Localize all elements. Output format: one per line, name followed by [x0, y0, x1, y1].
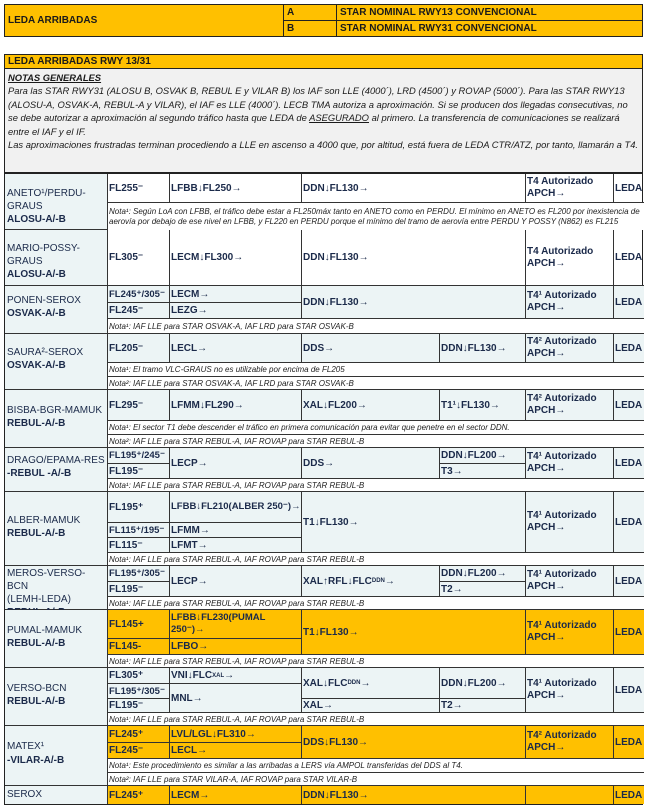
verso-fl2: FL195⁺/305⁻ — [107, 683, 169, 698]
notes-paragraph-2: Las aproximaciones frustradas terminan procediendo a LLE en ascenso a 4000 que, por altitud, está fuera de LEDA CTR/ATZ, por tanto, llamarán a T4. — [8, 139, 639, 151]
saura-t4: T4² Autorizado APCH→ — [525, 334, 613, 362]
matex-leda: LEDA — [613, 726, 644, 758]
header-desc-b: STAR NOMINAL RWY31 CONVENCIONAL — [337, 21, 643, 37]
pumal-fl2: FL145- — [107, 638, 169, 654]
verso-fl3: FL195⁻ — [107, 698, 169, 712]
saura-note-1: Nota¹: El tramo VLC-GRAUS no es utilizable por encima de FL205 — [107, 362, 644, 376]
alber-leda: LEDA — [613, 492, 644, 552]
mario-leda: LEDA — [613, 230, 644, 286]
meros-leda: LEDA — [613, 566, 644, 596]
route-meros: MEROS-VERSO-BCN (LEMH-LEDA) — [5, 566, 107, 610]
alber-t1: T1↓FL130→ — [301, 492, 525, 552]
alber-t4: T4¹ Autorizado APCH→ — [525, 492, 613, 552]
saura-fl: FL205⁻ — [107, 334, 169, 362]
alber-fl2: FL115⁺/195⁻ — [107, 522, 169, 537]
matex-t4: T4² Autorizado APCH→ — [525, 726, 613, 758]
ponen-sector-a: LECM→ — [169, 286, 301, 302]
matex-sector-b: LECL→ — [169, 742, 301, 758]
routes-table — [4, 173, 643, 805]
meros-fl1: FL195⁺/305⁻ — [107, 566, 169, 581]
header-table — [4, 4, 643, 37]
serox-fl: FL245⁺ — [107, 786, 169, 804]
route-mario: MARIO-POSSY-GRAUS ALOSU-A/-B — [5, 230, 107, 286]
matex-note-1: Nota¹: Este procedimiento es similar a las arribadas a LERS vía AMPOL transferidas del DDS al T4. — [107, 758, 644, 772]
alber-sector-b: LFMM→ — [169, 522, 301, 537]
route-alber: ALBER-MAMUK REBUL-A/-B — [5, 492, 107, 566]
alber-note: Nota¹: IAF LLE para STAR REBUL-A, IAF ROVAP para STAR REBUL-B — [107, 552, 644, 566]
bisba-note-2: Nota²: IAF LLE para STAR REBUL-A, IAF ROVAP para STAR REBUL-B — [107, 434, 644, 448]
route-serox: SEROX — [5, 786, 107, 804]
verso-t2: T2→ — [439, 698, 525, 712]
aneto-sector: LFBB↓FL250→ — [171, 182, 242, 194]
ponen-sector-b: LEZG→ — [169, 302, 301, 318]
header-code-a: A — [284, 5, 337, 21]
bisba-xal: XAL↓FL200→ — [301, 390, 439, 420]
meros-t2: T2→ — [439, 581, 525, 596]
pumal-sector-b: LFBO→ — [169, 638, 301, 654]
verso-xal-b: XAL→ — [301, 698, 439, 712]
bisba-t4: T4² Autorizado APCH→ — [525, 390, 613, 420]
pumal-note: Nota¹: IAF LLE para STAR REBUL-A, IAF ROVAP para STAR REBUL-B — [107, 654, 644, 668]
saura-ddn: DDN↓FL130→ — [439, 334, 525, 362]
drago-note: Nota¹: IAF LLE para STAR REBUL-A, IAF ROVAP para STAR REBUL-B — [107, 478, 644, 492]
aneto-t4: T4 Autorizado APCH→ — [527, 176, 594, 199]
matex-fl2: FL245⁻ — [107, 742, 169, 758]
pumal-t1: T1↓FL130→ — [301, 610, 525, 654]
verso-note: Nota¹: IAF LLE para STAR REBUL-A, IAF ROVAP para STAR REBUL-B — [107, 712, 644, 726]
matex-fl1: FL245⁺ — [107, 726, 169, 742]
meros-t4: T4¹ Autorizado APCH→ — [525, 566, 613, 596]
matex-dds: DDS↓FL130→ — [301, 726, 525, 758]
ponen-t4: T4¹ Autorizado APCH→ — [525, 286, 613, 318]
drago-sector: LECP→ — [169, 448, 301, 478]
meros-xal: XAL↑RFL↓FLC DDN → — [301, 566, 439, 596]
route-verso: VERSO-BCN REBUL-A/-B — [5, 668, 107, 726]
verso-ddn: DDN↓FL200→ — [439, 668, 525, 698]
meros-ddn: DDN↓FL200→ — [439, 566, 525, 581]
notes-paragraph-1: Para las STAR RWY31 (ALOSU B, OSVAK B, REBUL E y VILAR B) los IAF son LLE (4000´), LRD (4500´) y ROVAP (5000´). Para las STAR RWY13 (ALOSU-A, OSVAK-A, REBUL-A y VILAR), el IAF es LLE (4000´). LECB TMA autoriza a aproximación. Si se producen dos llegadas consecutivas, no se debe autorizar a aproximación al segundo tráfico hasta que LEDA de ASEGURADO al primero. La transferencia de comunicaciones se realizará entre el IAF y el IF. — [8, 85, 628, 137]
drago-fl1: FL195⁺/245⁻ — [107, 448, 169, 463]
route-matex: MATEX¹ -VILAR-A/-B — [5, 726, 107, 786]
saura-note-2: Nota²: IAF LLE para STAR OSVAK-A, IAF LRD para STAR OSVAK-B — [107, 376, 644, 390]
saura-dds: DDS→ — [301, 334, 439, 362]
meros-sector: LECP→ — [169, 566, 301, 596]
meros-note: Nota¹: IAF LLE para STAR REBUL-A, IAF ROVAP para STAR REBUL-B — [107, 596, 644, 610]
header-title: LEDA ARRIBADAS — [5, 5, 284, 37]
verso-fl1: FL305⁺ — [107, 668, 169, 683]
route-saura: SAURA²-SEROX OSVAK-A/-B — [5, 334, 107, 390]
drago-ddn: DDN↓FL200→ — [439, 448, 525, 463]
header-desc-a: STAR NOMINAL RWY13 CONVENCIONAL — [337, 5, 643, 21]
drago-fl2: FL195⁻ — [107, 463, 169, 478]
verso-sector-a: VNI↓FLC XAL → — [169, 668, 301, 683]
saura-leda: LEDA — [613, 334, 644, 362]
aneto-leda: LEDA — [615, 182, 643, 194]
meros-fl2: FL195⁻ — [107, 581, 169, 596]
serox-ddn: DDN↓FL130→ — [301, 786, 525, 804]
verso-sector-b: MNL→ — [169, 683, 301, 712]
aneto-fl: FL255⁻ — [109, 182, 144, 194]
alber-sector-a: LFBB↓FL210(ALBER 250⁻)→ — [169, 492, 301, 522]
mario-sector: LECM↓FL300→ — [169, 230, 301, 286]
bisba-sector: LFMM↓FL290→ — [169, 390, 301, 420]
alber-fl3: FL115⁻ — [107, 537, 169, 552]
ponen-note: Nota¹: IAF LLE para STAR OSVAK-A, IAF LRD para STAR OSVAK-B — [107, 318, 644, 334]
serox-leda: LEDA — [613, 786, 644, 804]
alber-fl1: FL195⁺ — [107, 492, 169, 522]
matex-note-2: Nota²: IAF LLE para STAR VILAR-A, IAF ROVAP para STAR VILAR-B — [107, 772, 644, 786]
aneto-ddn: DDN↓FL130→ — [303, 182, 369, 194]
ponen-fl1: FL245⁺/305⁻ — [107, 286, 169, 302]
drago-leda: LEDA — [613, 448, 644, 478]
mario-fl: FL305⁻ — [107, 230, 169, 286]
route-bisba: BISBA-BGR-MAMUK REBUL-A/-B — [5, 390, 107, 448]
serox-t4 — [525, 786, 613, 804]
bisba-t1: T1¹↓FL130→ — [439, 390, 525, 420]
pumal-sector-a: LFBB↓FL230(PUMAL 250⁻)→ — [169, 610, 301, 638]
bisba-note-1: Nota¹: El sector T1 debe descender el tráfico en primera comunicación para evitar que penetre en el sector DDN. — [107, 420, 644, 434]
verso-t4: T4¹ Autorizado APCH→ — [525, 668, 613, 712]
section-title: LEDA ARRIBADAS RWY 13/31 — [4, 54, 643, 69]
ponen-ddn: DDN↓FL130→ — [301, 286, 525, 318]
drago-t4: T4¹ Autorizado APCH→ — [525, 448, 613, 478]
mario-t4: T4 Autorizado APCH→ — [525, 230, 613, 286]
general-notes — [4, 69, 643, 173]
ponen-leda: LEDA — [613, 286, 644, 318]
header-code-b: B — [284, 21, 337, 37]
aneto-note: Nota¹: Según LoA con LFBB, el tráfico debe estar a FL250máx tanto en ANETO como en PERDU. El mínimo en ANETO es FL200 por inexistencia de aerovía por debajo de ese nivel en LFBB, y FL220 en PERDU porque el mínimo del tramo de aerovía entre PERDU Y POSSY (N862) es FL215 — [107, 202, 644, 230]
ponen-fl2: FL245⁻ — [107, 302, 169, 318]
drago-t3: T3→ — [439, 463, 525, 478]
verso-xal-a: XAL↓FLC DDN → — [301, 668, 439, 698]
route-drago: DRAGO/EPAMA-RES -REBUL -A/-B — [5, 448, 107, 492]
verso-leda: LEDA — [613, 668, 644, 712]
route-pumal: PUMAL-MAMUK REBUL-A/-B — [5, 610, 107, 668]
drago-dds: DDS→ — [301, 448, 439, 478]
saura-sector: LECL→ — [169, 334, 301, 362]
route-ponen: PONEN-SEROX OSVAK-A/-B — [5, 286, 107, 334]
matex-sector-a: LVL/LGL↓FL310→ — [169, 726, 301, 742]
pumal-leda: LEDA — [613, 610, 644, 654]
alber-sector-c: LFMT→ — [169, 537, 301, 552]
notes-heading: NOTAS GENERALES — [8, 72, 102, 83]
mario-ddn: DDN↓FL130→ — [301, 230, 525, 286]
pumal-fl1: FL145+ — [107, 610, 169, 638]
serox-sector: LECM→ — [169, 786, 301, 804]
route-aneto: ANETO¹/PERDU-GRAUS ALOSU-A/-B — [5, 174, 107, 230]
pumal-t4: T4¹ Autorizado APCH→ — [525, 610, 613, 654]
bisba-fl: FL295⁻ — [107, 390, 169, 420]
bisba-leda: LEDA — [613, 390, 644, 420]
